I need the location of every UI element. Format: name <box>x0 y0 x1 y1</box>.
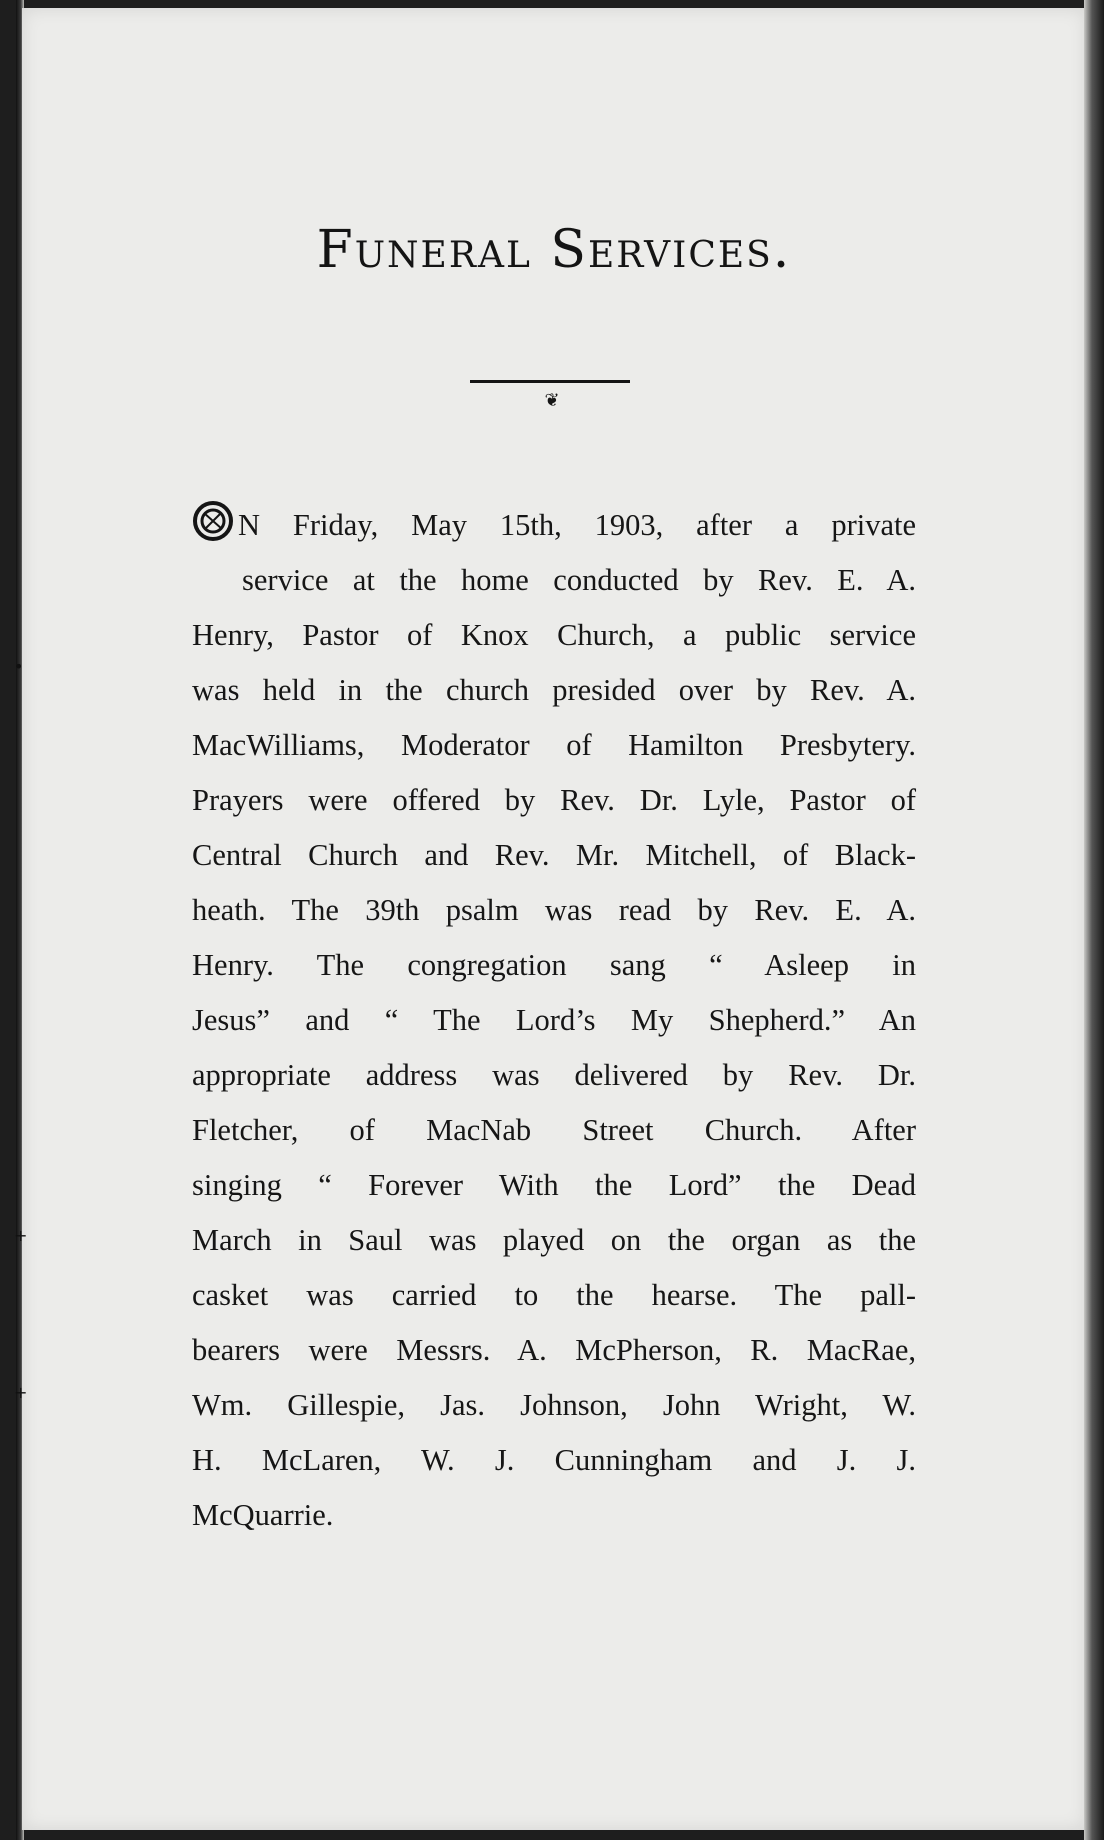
text-line-content: casket was carried to the hearse. The pall- <box>192 1278 916 1312</box>
page-title: Funeral Services. <box>316 220 792 280</box>
text-line-content: H. McLaren, W. J. Cunningham and J. J. <box>192 1443 916 1477</box>
binding-stitch-mark: • <box>14 657 24 676</box>
text-line <box>192 773 916 828</box>
text-line-content: Central Church and Rev. Mr. Mitchell, of Black- <box>192 838 916 872</box>
text-line-content: was held in the church presided over by Rev. A. <box>192 673 916 707</box>
text-line <box>192 553 916 608</box>
text-line <box>192 663 916 718</box>
text-line <box>192 608 916 663</box>
text-line <box>192 1213 916 1268</box>
text-line-content: bearers were Messrs. A. McPherson, R. MacRae, <box>192 1333 916 1367</box>
text-line <box>192 828 916 883</box>
text-line <box>192 1268 916 1323</box>
text-line <box>192 718 916 773</box>
text-line <box>192 1378 916 1433</box>
text-line <box>192 938 916 993</box>
text-line-content: service at the home conducted by Rev. E. A. <box>242 563 916 597</box>
binding-stitch-mark: + <box>14 1383 28 1402</box>
text-line <box>192 883 916 938</box>
text-line-content: McQuarrie. <box>192 1498 334 1532</box>
text-line-content: Fletcher, of MacNab Street Church. After <box>192 1113 916 1147</box>
text-line-content: singing “ Forever With the Lord” the Dead <box>192 1168 916 1202</box>
binding-stitch-mark: + <box>14 1226 28 1245</box>
text-line <box>192 1488 916 1543</box>
text-line <box>192 993 916 1048</box>
text-line-content: Wm. Gillespie, Jas. Johnson, John Wright, W. <box>192 1388 916 1422</box>
text-line-content: heath. The 39th psalm was read by Rev. E. A. <box>192 893 916 927</box>
text-line <box>192 1433 916 1488</box>
text-line-content: MacWilliams, Moderator of Hamilton Presbytery. <box>192 728 916 762</box>
text-line-content: Henry. The congregation sang “ Asleep in <box>192 948 916 982</box>
page-edge-right <box>1084 0 1104 1840</box>
dropcap-o-icon <box>192 501 234 541</box>
text-line <box>192 1103 916 1158</box>
text-line-content: March in Saul was played on the organ as the <box>192 1223 916 1257</box>
text-line <box>192 1158 916 1213</box>
fleuron-ornament-icon: ❦ <box>544 390 560 411</box>
text-line-content: N Friday, May 15th, 1903, after a private <box>238 508 916 542</box>
text-line <box>192 1048 916 1103</box>
body-paragraph <box>192 498 916 1543</box>
text-line-content: Prayers were offered by Rev. Dr. Lyle, Pastor of <box>192 783 916 817</box>
text-line <box>192 1323 916 1378</box>
book-page <box>22 8 1086 1830</box>
text-line-content: appropriate address was delivered by Rev. Dr. <box>192 1058 916 1092</box>
title-rule <box>470 380 630 383</box>
text-line-content: Jesus” and “ The Lord’s My Shepherd.” An <box>192 1003 916 1037</box>
text-line <box>192 498 916 553</box>
text-line-content: Henry, Pastor of Knox Church, a public service <box>192 618 916 652</box>
